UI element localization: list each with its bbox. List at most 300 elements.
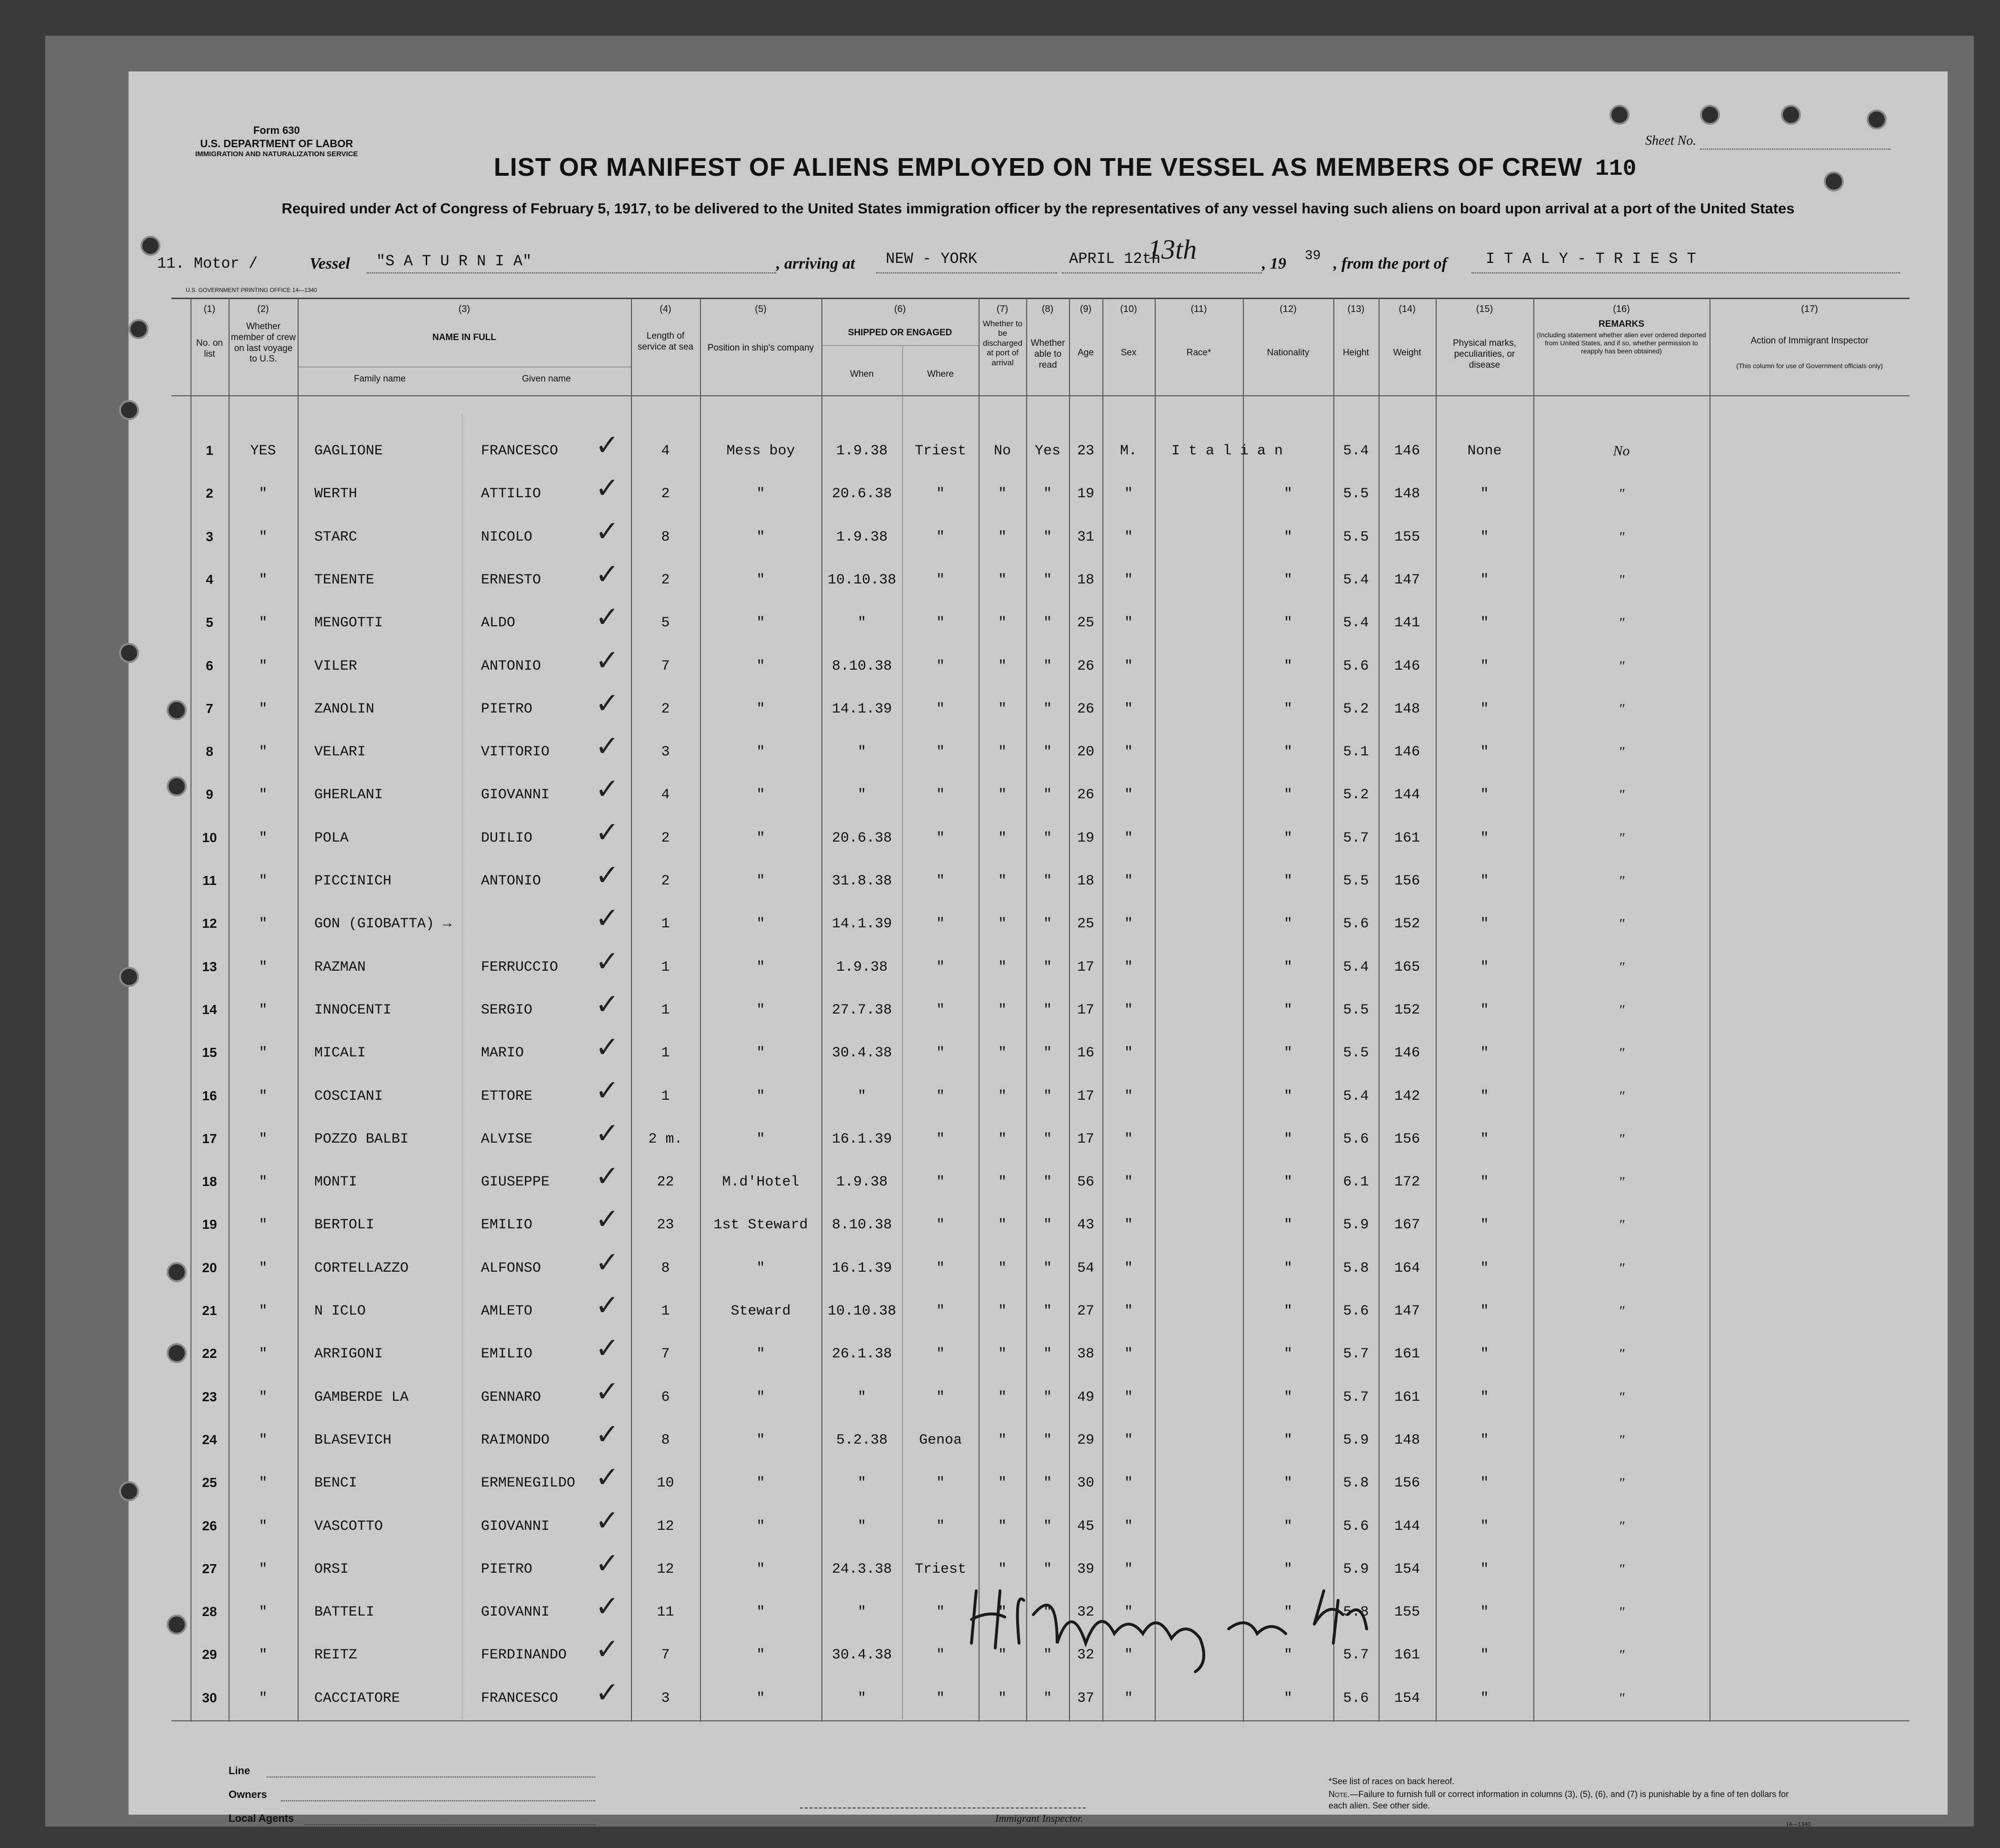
crew-row: [129, 601, 1948, 644]
position: ": [756, 1088, 765, 1105]
sex: ": [1124, 1217, 1133, 1234]
shipped-where: ": [936, 1518, 945, 1535]
position: ": [756, 486, 765, 502]
length-of-service: 8: [661, 1260, 670, 1276]
col16-header: REMARKS: [1598, 319, 1645, 329]
weight: 146: [1394, 1045, 1420, 1062]
family-name: BLASEVICH: [314, 1432, 392, 1448]
shipped-where: ": [936, 1346, 945, 1363]
physical-marks: ": [1480, 959, 1489, 975]
given-name: VITTORIO: [481, 744, 550, 761]
remarks: ": [1618, 1174, 1625, 1190]
able-to-read: ": [1043, 1518, 1052, 1535]
check-mark-icon: ✓: [595, 472, 620, 505]
height: 5.2: [1343, 701, 1369, 717]
given-name: ALFONSO: [481, 1260, 541, 1276]
sex: ": [1124, 1647, 1133, 1664]
check-mark-icon: ✓: [595, 1031, 620, 1065]
col6-number: (6): [894, 304, 906, 314]
able-to-read: ": [1043, 1045, 1052, 1062]
printing-office: U.S. GOVERNMENT PRINTING OFFICE 14—1340: [186, 287, 317, 293]
family-name-header: Family name: [354, 374, 406, 384]
service: IMMIGRATION AND NATURALIZATION SERVICE: [195, 150, 358, 158]
able-to-read: ": [1043, 830, 1052, 846]
family-name: VILER: [314, 658, 358, 674]
crew-last-voyage: ": [259, 615, 268, 632]
check-mark-icon: ✓: [595, 1590, 620, 1624]
family-name: GAGLIONE: [314, 443, 383, 459]
sex: ": [1124, 744, 1133, 761]
given-name: GENNARO: [481, 1389, 541, 1406]
arrival-date: APRIL 12th: [1069, 250, 1161, 268]
age: 49: [1077, 1389, 1094, 1406]
physical-marks: ": [1480, 1088, 1489, 1105]
weight: 147: [1394, 572, 1420, 588]
age: 17: [1077, 959, 1094, 975]
age: 25: [1077, 615, 1094, 632]
remarks: ": [1618, 1389, 1625, 1405]
family-name: COSCIANI: [314, 1088, 383, 1105]
height: 5.1: [1343, 744, 1369, 761]
nationality: ": [1283, 1518, 1292, 1535]
crew-last-voyage: ": [259, 830, 268, 846]
row-number: 28: [202, 1604, 217, 1619]
shipped-when: ": [857, 787, 866, 803]
family-name: ZANOLIN: [314, 701, 375, 717]
manifest-sheet: [129, 71, 1948, 1828]
shipped-where: ": [936, 959, 945, 975]
crew-row: [129, 987, 1948, 1032]
nationality: ": [1283, 1045, 1292, 1062]
physical-marks: ": [1480, 1303, 1489, 1319]
given-name: EMILIO: [481, 1217, 533, 1234]
height: 5.4: [1343, 443, 1369, 459]
nationality: ": [1283, 1647, 1292, 1664]
physical-marks: ": [1480, 529, 1489, 545]
col2-header: Whether member of crew on last voyage to U.S.: [230, 321, 296, 364]
shipped-where: ": [936, 1131, 945, 1147]
nationality: ": [1283, 1475, 1292, 1492]
nationality: ": [1283, 1561, 1292, 1577]
age: 37: [1077, 1690, 1094, 1707]
row-number: 27: [202, 1561, 217, 1576]
able-to-read: ": [1043, 916, 1052, 933]
able-to-read: ": [1043, 959, 1052, 975]
row-number: 13: [202, 959, 217, 974]
row-number: 22: [202, 1346, 217, 1361]
shipped-where: ": [936, 572, 945, 588]
discharged: ": [998, 529, 1007, 545]
shipped-where: ": [936, 1260, 945, 1276]
shipped-where: Triest: [914, 1561, 967, 1577]
row-number: 7: [206, 701, 213, 716]
check-mark-icon: ✓: [595, 902, 620, 935]
weight: 148: [1394, 701, 1420, 717]
able-to-read: ": [1043, 1346, 1052, 1363]
weight: 148: [1394, 1432, 1420, 1448]
shipped-where: ": [936, 1690, 945, 1707]
height: 5.8: [1343, 1604, 1369, 1621]
check-mark-icon: ✓: [595, 429, 620, 462]
check-mark-icon: ✓: [595, 1074, 620, 1107]
col1-number: (1): [203, 304, 216, 314]
discharged: ": [998, 1088, 1007, 1105]
weight: 155: [1394, 529, 1420, 545]
given-name: RAIMONDO: [481, 1432, 550, 1448]
nationality: ": [1283, 959, 1292, 975]
able-to-read: ": [1043, 1475, 1052, 1492]
crew-last-voyage: ": [259, 486, 268, 502]
family-name: REITZ: [314, 1647, 358, 1664]
col14-number: (14): [1399, 304, 1416, 314]
given-name: ANTONIO: [481, 658, 541, 674]
length-of-service: 1: [661, 1002, 670, 1018]
vessel-label: Vessel: [310, 255, 350, 272]
crew-row: [129, 514, 1948, 559]
sex: M.: [1120, 443, 1137, 459]
col12-number: (12): [1280, 304, 1297, 314]
col15-number: (15): [1476, 304, 1493, 314]
crew-row: [129, 1074, 1948, 1118]
age: 16: [1077, 1045, 1094, 1062]
family-name: TENENTE: [314, 572, 375, 588]
crew-row: [129, 1116, 1948, 1161]
sex: ": [1124, 959, 1133, 975]
remarks: ": [1618, 1475, 1625, 1491]
nationality: ": [1283, 787, 1292, 803]
crew-row: [129, 1332, 1948, 1376]
sex: ": [1124, 1389, 1133, 1406]
shipped-when: 1.9.38: [836, 529, 888, 545]
crew-last-voyage: ": [259, 529, 268, 545]
position: ": [756, 1561, 765, 1577]
nationality: ": [1283, 1217, 1292, 1234]
able-to-read: ": [1043, 1647, 1052, 1664]
crew-row: [129, 1245, 1948, 1290]
col14-header: Weight: [1393, 348, 1421, 358]
family-name: RAZMAN: [314, 959, 366, 975]
height: 5.6: [1343, 1690, 1369, 1707]
physical-marks: ": [1480, 1002, 1489, 1018]
weight: 154: [1394, 1561, 1420, 1577]
weight: 152: [1394, 1002, 1420, 1018]
age: 26: [1077, 787, 1094, 803]
physical-marks: ": [1480, 1045, 1489, 1062]
from-port-label: , from the port of: [1333, 255, 1447, 272]
discharged: ": [998, 1561, 1007, 1577]
height: 5.4: [1343, 959, 1369, 975]
able-to-read: ": [1043, 572, 1052, 588]
age: 29: [1077, 1432, 1094, 1448]
remarks: ": [1618, 658, 1625, 674]
check-mark-icon: ✓: [595, 859, 620, 892]
height: 5.5: [1343, 1002, 1369, 1018]
shipped-when: ": [857, 615, 866, 632]
crew-row: [129, 1160, 1948, 1204]
remarks: ": [1618, 1303, 1625, 1319]
given-name: ERMENEGILDO: [481, 1475, 576, 1492]
remarks: ": [1618, 615, 1625, 631]
position: ": [756, 1518, 765, 1535]
able-to-read: ": [1043, 1604, 1052, 1621]
crew-row: [129, 1676, 1948, 1720]
remarks: ": [1618, 1260, 1625, 1276]
penalty-note-label: Note.: [1329, 1789, 1350, 1799]
arriving-label: , arriving at: [776, 255, 855, 272]
given-name: FRANCESCO: [481, 443, 559, 459]
age: 27: [1077, 1303, 1094, 1319]
shipped-when: 27.7.38: [831, 1002, 892, 1018]
nationality: ": [1283, 529, 1292, 545]
year-value: 39: [1305, 249, 1321, 263]
able-to-read: Yes: [1034, 443, 1060, 459]
binder-hole: [1781, 105, 1801, 125]
physical-marks: None: [1467, 443, 1502, 459]
check-mark-icon: ✓: [595, 1160, 620, 1194]
height: 5.6: [1343, 658, 1369, 674]
physical-marks: ": [1480, 830, 1489, 846]
position: ": [756, 1647, 765, 1664]
length-of-service: 2: [661, 572, 670, 588]
physical-marks: ": [1480, 486, 1489, 502]
weight: 164: [1394, 1260, 1420, 1276]
remarks: ": [1618, 1045, 1625, 1061]
height: 5.7: [1343, 830, 1369, 846]
department: U.S. DEPARTMENT OF LABOR: [200, 137, 353, 150]
length-of-service: 3: [661, 744, 670, 761]
crew-last-voyage: ": [259, 572, 268, 588]
crew-last-voyage: ": [259, 744, 268, 761]
given-name-header: Given name: [522, 374, 571, 384]
shipped-where: ": [936, 701, 945, 717]
remarks: ": [1618, 701, 1625, 717]
given-name: ANTONIO: [481, 873, 541, 889]
crew-last-voyage: ": [259, 1389, 268, 1406]
height: 5.9: [1343, 1217, 1369, 1234]
position: Mess boy: [726, 443, 795, 459]
check-mark-icon: ✓: [595, 1633, 620, 1667]
sex: ": [1124, 701, 1133, 717]
shipped-when-header: When: [850, 369, 874, 379]
family-name: CORTELLAZZO: [314, 1260, 409, 1276]
discharged: ": [998, 787, 1007, 803]
weight: 161: [1394, 1647, 1420, 1664]
given-name: FERDINANDO: [481, 1647, 567, 1664]
col5-header: Position in ship's company: [707, 343, 814, 353]
sex: ": [1124, 658, 1133, 674]
given-name: GIOVANNI: [481, 1518, 550, 1535]
row-number: 29: [202, 1647, 217, 1662]
family-name: BERTOLI: [314, 1217, 375, 1234]
penalty-note: [1329, 1788, 1805, 1812]
crew-row: [129, 1504, 1948, 1548]
height: 5.6: [1343, 1518, 1369, 1535]
row-number: 23: [202, 1389, 217, 1404]
given-name: ETTORE: [481, 1088, 533, 1105]
able-to-read: ": [1043, 1131, 1052, 1147]
sex: ": [1124, 1088, 1133, 1105]
shipped-where: ": [936, 1389, 945, 1406]
col7-number: (7): [996, 304, 1009, 314]
position: ": [756, 1389, 765, 1406]
physical-marks: ": [1480, 1690, 1489, 1707]
age: 17: [1077, 1131, 1094, 1147]
remarks: ": [1618, 1002, 1625, 1018]
shipped-where-header: Where: [927, 369, 954, 379]
nationality: ": [1283, 1260, 1292, 1276]
age: 39: [1077, 1561, 1094, 1577]
position: ": [756, 1346, 765, 1363]
check-mark-icon: ✓: [595, 944, 620, 978]
discharged: ": [998, 1174, 1007, 1191]
age: 45: [1077, 1518, 1094, 1535]
height: 5.5: [1343, 1045, 1369, 1062]
age: 26: [1077, 658, 1094, 674]
col2-number: (2): [257, 304, 269, 314]
remarks: ": [1618, 916, 1625, 932]
able-to-read: ": [1043, 744, 1052, 761]
page-subtitle: Required under Act of Congress of February 5, 1917, to be delivered to the United States immigration officer by the representatives of any vessel having such aliens on board upon arrival at a port of the United States: [281, 200, 1795, 217]
remarks: ": [1618, 1647, 1625, 1663]
arrival-port: NEW - YORK: [886, 250, 978, 268]
position: M.d'Hotel: [722, 1174, 800, 1191]
length-of-service: 1: [661, 916, 670, 933]
race: I t a l i a n: [1171, 443, 1283, 459]
binder-hole: [119, 400, 139, 420]
discharged: ": [998, 572, 1007, 588]
sex: ": [1124, 1518, 1133, 1535]
family-name: BATTELI: [314, 1604, 375, 1621]
sex: ": [1124, 529, 1133, 545]
crew-last-voyage: ": [259, 1647, 268, 1664]
row-number: 6: [206, 658, 213, 673]
crew-row: [129, 1417, 1948, 1462]
position: ": [756, 1432, 765, 1448]
sex: ": [1124, 1475, 1133, 1492]
physical-marks: ": [1480, 1260, 1489, 1276]
height: 5.5: [1343, 529, 1369, 545]
crew-row: [129, 902, 1948, 945]
able-to-read: ": [1043, 873, 1052, 889]
discharged: ": [998, 615, 1007, 632]
sex: ": [1124, 615, 1133, 632]
age: 23: [1077, 443, 1094, 459]
physical-marks: ": [1480, 1217, 1489, 1234]
family-name: MICALI: [314, 1045, 366, 1062]
shipped-when: ": [857, 1690, 866, 1707]
weight: 144: [1394, 1518, 1420, 1535]
crew-last-voyage: ": [259, 1690, 268, 1707]
sex: ": [1124, 1561, 1133, 1577]
discharged: ": [998, 1690, 1007, 1707]
col4-number: (4): [660, 304, 671, 314]
form-code: 14—1340: [1786, 1821, 1811, 1828]
given-name: PIETRO: [481, 1561, 533, 1577]
binder-hole: [1867, 110, 1887, 130]
length-of-service: 5: [661, 615, 670, 632]
given-name: ALVISE: [481, 1131, 533, 1147]
remarks: ": [1618, 959, 1625, 975]
nationality: ": [1283, 701, 1292, 717]
shipped-where: ": [936, 1475, 945, 1492]
shipped-when: 20.6.38: [831, 830, 892, 846]
nationality: ": [1283, 873, 1292, 889]
height: 5.5: [1343, 486, 1369, 502]
shipped-when: 26.1.38: [831, 1346, 892, 1363]
check-mark-icon: ✓: [595, 1332, 620, 1366]
discharged: ": [998, 1432, 1007, 1448]
age: 31: [1077, 529, 1094, 545]
check-mark-icon: ✓: [595, 1547, 620, 1580]
check-mark-icon: ✓: [595, 987, 620, 1021]
check-mark-icon: ✓: [595, 1375, 620, 1408]
discharged: ": [998, 486, 1007, 502]
remarks: ": [1618, 529, 1625, 545]
position: ": [756, 959, 765, 975]
page-number: 110: [1595, 156, 1637, 182]
crew-last-voyage: ": [259, 1303, 268, 1319]
given-name: PIETRO: [481, 701, 533, 717]
binder-hole: [140, 236, 160, 256]
height: 5.7: [1343, 1647, 1369, 1664]
shipped-where: ": [936, 615, 945, 632]
col17-number: (17): [1801, 304, 1818, 314]
age: 17: [1077, 1088, 1094, 1105]
length-of-service: 4: [661, 787, 670, 803]
weight: 144: [1394, 787, 1420, 803]
col12-header: Nationality: [1267, 348, 1310, 358]
check-mark-icon: ✓: [595, 557, 620, 591]
row-number: 9: [206, 787, 213, 802]
inspector-label: Immigrant Inspector.: [995, 1812, 1083, 1824]
family-name: POLA: [314, 830, 349, 846]
given-name: ATTILIO: [481, 486, 541, 502]
sex: ": [1124, 1690, 1133, 1707]
discharged: ": [998, 1518, 1007, 1535]
position: ": [756, 572, 765, 588]
position: Steward: [730, 1303, 791, 1319]
sheet-number-label: Sheet No.: [1645, 133, 1697, 148]
height: 5.8: [1343, 1260, 1369, 1276]
able-to-read: ": [1043, 1217, 1052, 1234]
weight: 161: [1394, 830, 1420, 846]
age: 20: [1077, 744, 1094, 761]
age: 25: [1077, 916, 1094, 933]
weight: 146: [1394, 658, 1420, 674]
weight: 155: [1394, 1604, 1420, 1621]
physical-marks: ": [1480, 1346, 1489, 1363]
crew-row: [129, 730, 1948, 773]
crew-last-voyage: ": [259, 1346, 268, 1363]
weight: 161: [1394, 1346, 1420, 1363]
weight: 147: [1394, 1303, 1420, 1319]
age: 54: [1077, 1260, 1094, 1276]
position: ": [756, 1002, 765, 1018]
height: 5.5: [1343, 873, 1369, 889]
position: ": [756, 1045, 765, 1062]
family-name: PICCINICH: [314, 873, 392, 889]
sex: ": [1124, 873, 1133, 889]
height: 5.2: [1343, 787, 1369, 803]
nationality: ": [1283, 830, 1292, 846]
discharged: ": [998, 1475, 1007, 1492]
discharged: ": [998, 701, 1007, 717]
height: 5.4: [1343, 615, 1369, 632]
family-name: INNOCENTI: [314, 1002, 392, 1018]
length-of-service: 2: [661, 701, 670, 717]
family-name: CACCIATORE: [314, 1690, 400, 1707]
crew-row: [129, 686, 1948, 731]
